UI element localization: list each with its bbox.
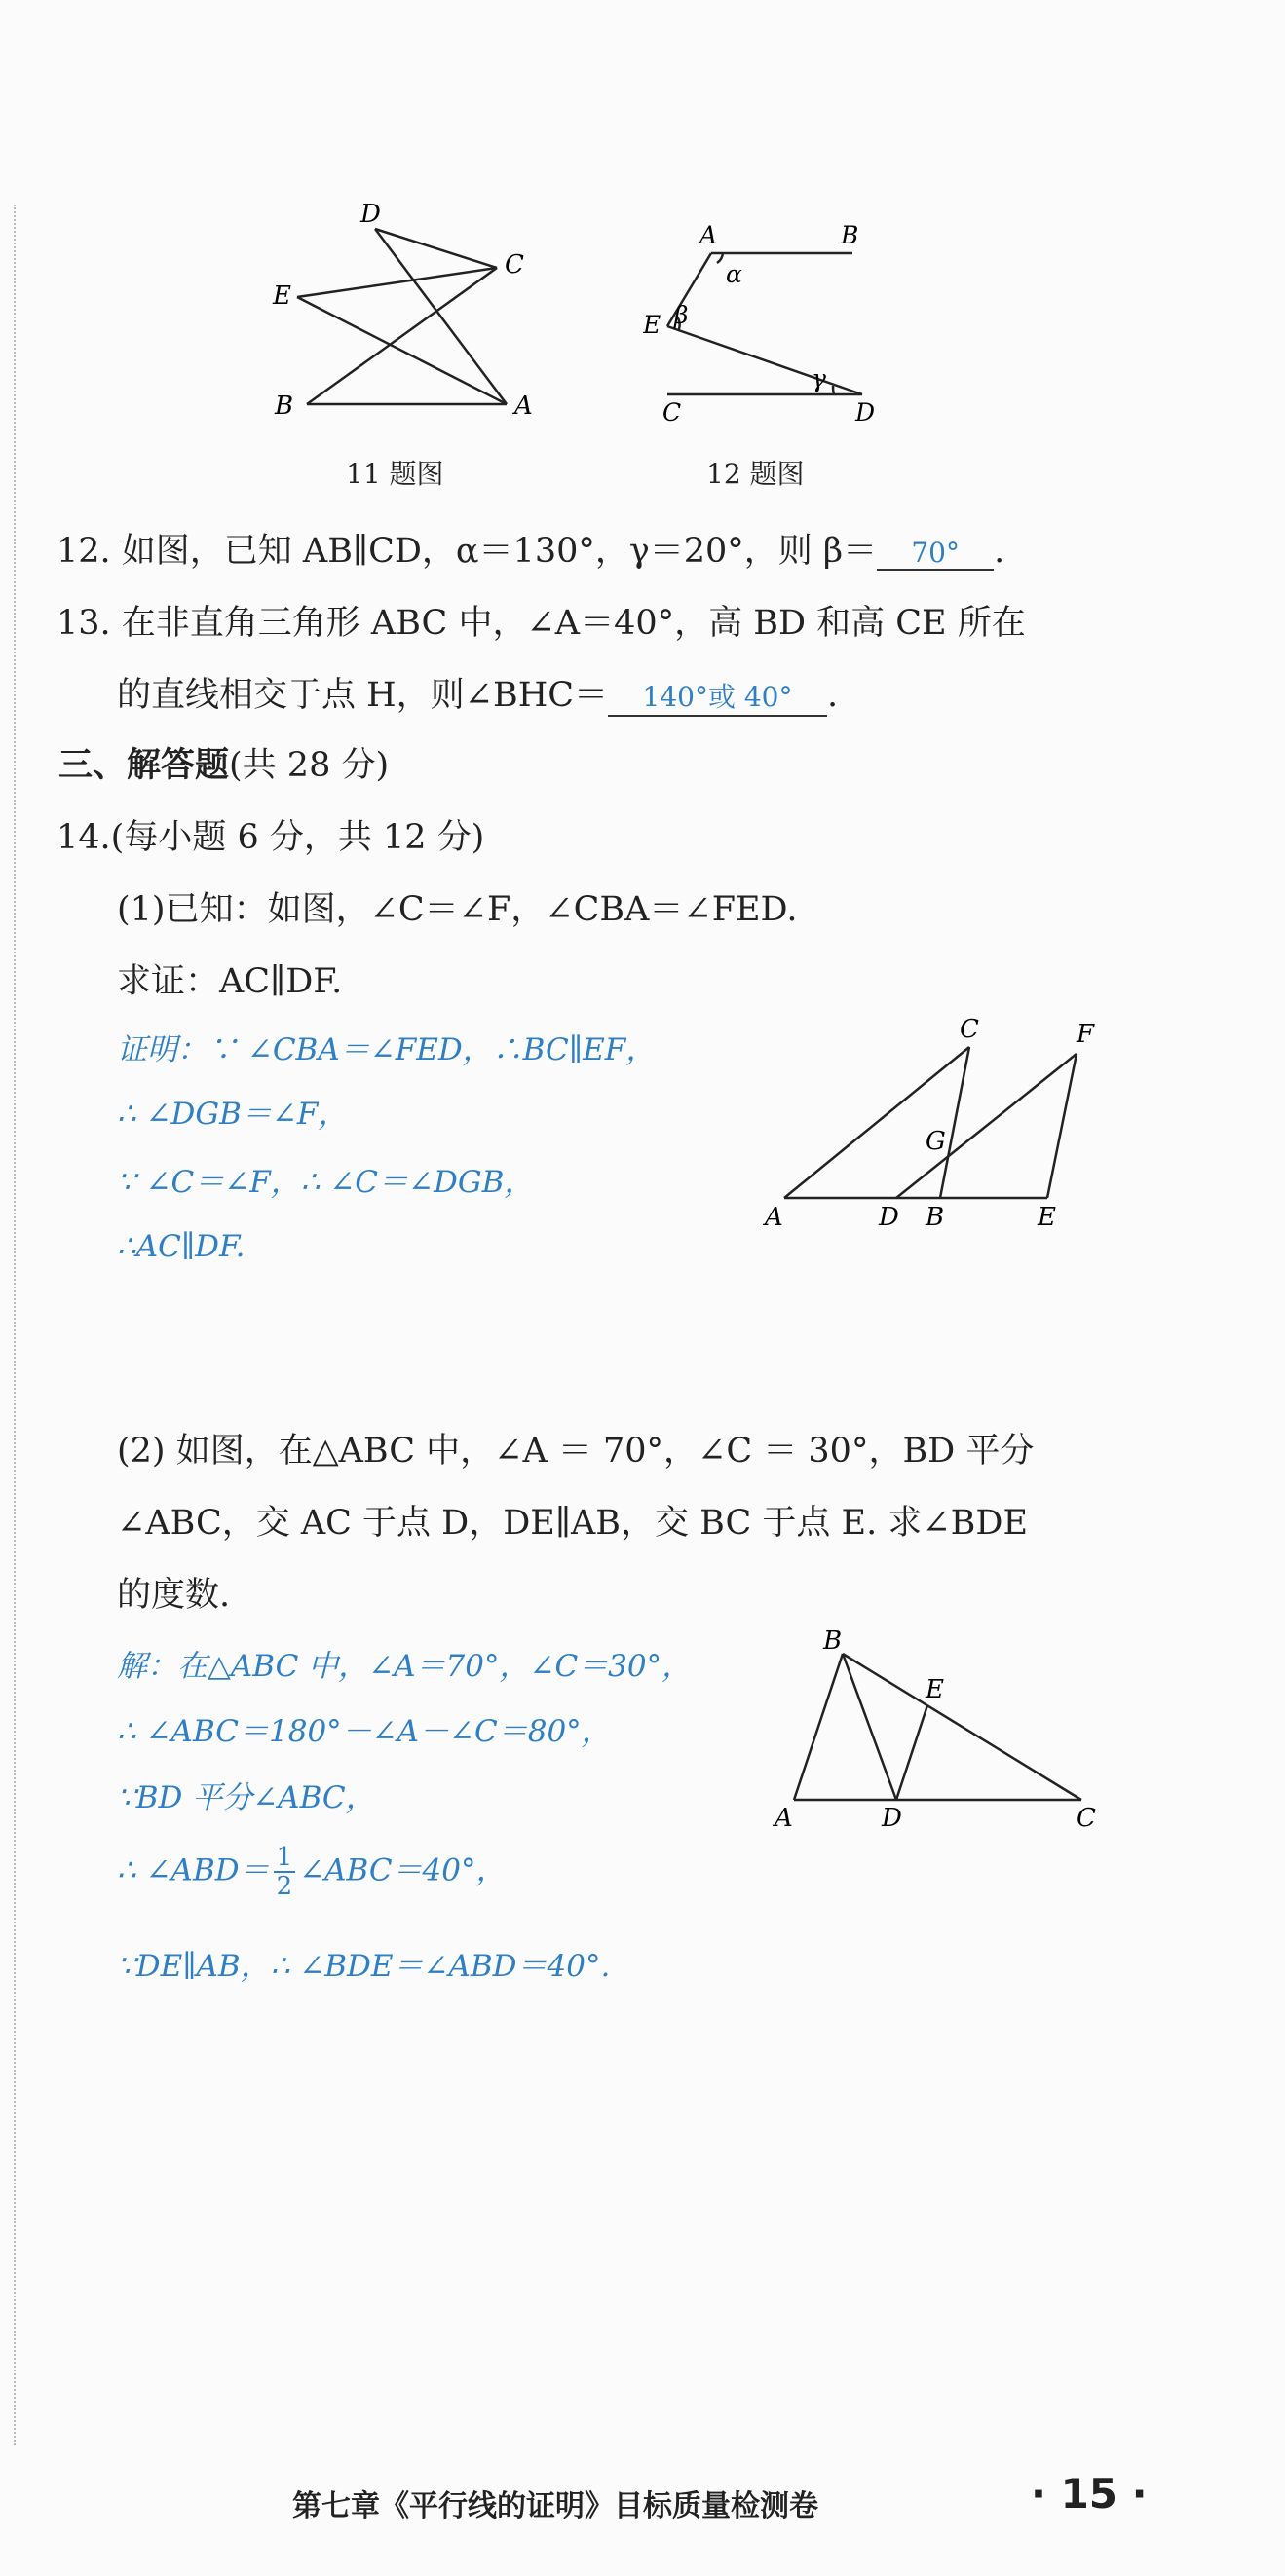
label-E: E [1038, 1203, 1056, 1232]
fraction-one-half [274, 1844, 296, 1900]
answer-4-prefix: ∴ ∠ABD＝ [117, 1852, 270, 1888]
label-E: E [643, 311, 661, 339]
answer-4-suffix: ∠ABC＝40°， [299, 1852, 507, 1888]
label-A: A [514, 392, 533, 421]
label-B: B [823, 1626, 843, 1656]
label-C: C [505, 250, 524, 280]
figure-12 [643, 214, 896, 429]
q14-p2-line2: ∠ABC，交 AC 于点 D，DE∥AB，交 BC 于点 E. 求∠BDE [117, 1504, 1029, 1543]
label-E: E [926, 1675, 944, 1704]
margin-line [14, 205, 16, 2445]
label-A: A [699, 221, 718, 249]
question-13-line1: 13. 在非直角三角形 ABC 中，∠A＝40°，高 BD 和高 CE 所在 [57, 604, 1026, 643]
label-E: E [273, 281, 291, 311]
fig11-caption: 11 题图 [346, 458, 444, 490]
figure-14-2 [760, 1624, 1111, 1839]
label-gamma: γ [812, 364, 826, 392]
label-C: C [662, 398, 682, 427]
label-A: A [765, 1203, 783, 1232]
label-C: C [1077, 1804, 1096, 1833]
q14-p1-line1: (1)已知：如图，∠C＝∠F，∠CBA＝∠FED. [117, 890, 798, 929]
q13-answer: 140°或 40° [608, 676, 827, 717]
q14-p2-line1: (2) 如图，在△ABC 中，∠A ＝ 70°，∠C ＝ 30°，BD 平分 [117, 1432, 1035, 1471]
label-G: G [926, 1127, 946, 1156]
figure-14-1 [750, 1003, 1120, 1237]
question-12 [57, 524, 1004, 573]
label-B: B [275, 392, 294, 421]
question-14-header: 14.(每小题 6 分，共 12 分) [57, 818, 485, 857]
label-F: F [1077, 1020, 1095, 1049]
q14-p2-answer-1: 解：在△ABC 中，∠A＝70°，∠C＝30°， [117, 1649, 693, 1684]
q14-p2-answer-3: ∵BD 平分∠ABC， [117, 1780, 376, 1815]
footer-title: 第七章《平行线的证明》目标质量检测卷 [292, 2489, 818, 2523]
label-B: B [926, 1203, 945, 1232]
question-13-line2 [117, 668, 838, 717]
q14-p1-answer-1: 证明：∵ ∠CBA＝∠FED，∴BC∥EF， [117, 1032, 657, 1067]
label-D: D [360, 200, 381, 229]
q14-p2-answer-5: ∵DE∥AB，∴ ∠BDE＝∠ABD＝40°. [117, 1949, 611, 1984]
q13-end: . [827, 676, 839, 715]
label-D: D [855, 398, 876, 427]
q12-text: 12. 如图，已知 AB∥CD，α＝130°，γ＝20°，则 β＝ [57, 532, 878, 571]
q12-end: . [994, 532, 1005, 571]
section-3-note: (共 28 分) [229, 746, 390, 785]
label-C: C [960, 1015, 979, 1044]
q14-p1-line2: 求证：AC∥DF. [117, 962, 343, 1001]
q14-p1-answer-2: ∴ ∠DGB＝∠F， [117, 1097, 349, 1132]
label-D: D [879, 1203, 899, 1232]
label-D: D [882, 1804, 902, 1833]
label-B: B [841, 221, 859, 249]
label-A: A [775, 1804, 793, 1833]
q14-p1-answer-3: ∵ ∠C＝∠F，∴ ∠C＝∠DGB， [117, 1165, 535, 1200]
q14-p1-answer-4: ∴AC∥DF. [117, 1229, 246, 1264]
section-3-heading [58, 738, 389, 787]
q14-p2-answer-2: ∴ ∠ABC＝180°－∠A－∠C＝80°， [117, 1714, 612, 1749]
label-beta: β [674, 301, 689, 329]
q12-answer: 70° [877, 537, 994, 571]
q14-p2-answer-4 [117, 1844, 507, 1900]
label-alpha: α [726, 260, 742, 288]
fig12-caption: 12 题图 [706, 458, 805, 490]
figure-11 [263, 195, 555, 438]
q14-p2-line3: 的度数. [117, 1576, 231, 1615]
fraction-numerator: 1 [274, 1844, 296, 1873]
fraction-denominator: 2 [276, 1872, 293, 1901]
q13-text: 的直线相交于点 H，则∠BHC＝ [117, 676, 608, 715]
page-number: · 15 · [1031, 2470, 1148, 2518]
section-3-title: 三、解答题 [58, 746, 230, 785]
